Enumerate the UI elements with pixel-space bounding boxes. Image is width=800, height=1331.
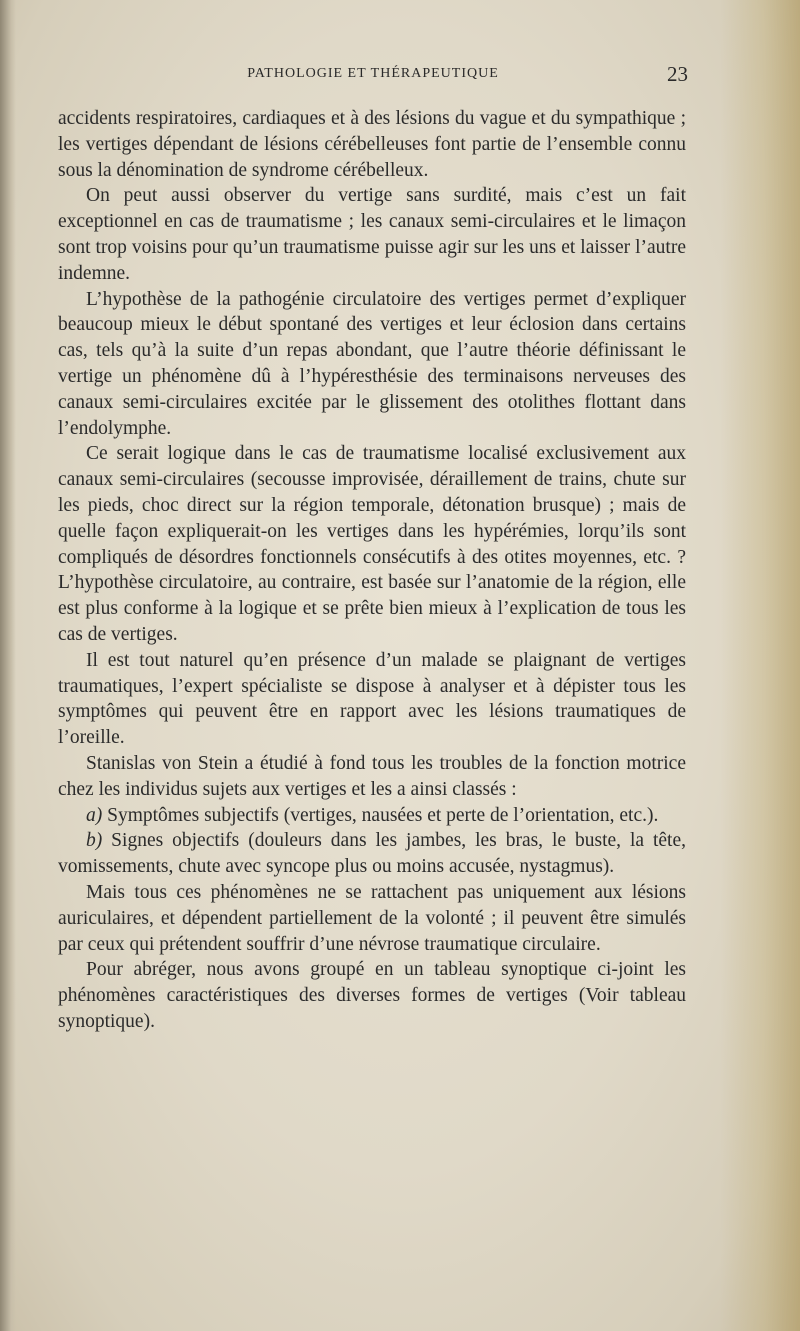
paragraph-von-stein: Stanislas von Stein a étudié à fond tous les troubles de la fonction motrice chez les individus sujets aux vertiges et les a ainsi classés : [58,752,686,800]
list-item-a [58,803,686,829]
list-letter-b: b) [86,830,103,852]
list-text-b: Signes objectifs (douleurs dans les jambes, les bras, le buste, la tête, vomissements, chute avec syncope plus ou moins accusée, nystagmus). [58,830,686,878]
page-number: 23 [667,62,688,86]
paragraph-simulation: Mais tous ces phénomènes ne se rattachent pas uniquement aux lésions auriculaires, et dépendent partiellement de la volonté ; il peuvent être simulés par ceux qui prétendent souffrir d’une névrose traumatique circulaire. [58,881,686,955]
paragraph-hypothese-circulatoire: L’hypothèse de la pathogénie circulatoire des vertiges permet d’expliquer beaucoup mieux le début spontané des vertiges et leur éclosion dans certains cas, tels qu’à la suite d’un repas abondant, que l’autre théorie définissant le vertige un phénomène dû à l’hypéresthésie des terminaisons nerveuses des canaux semi-circulaires excitée par le glissement des otolithes flottant dans l’endolymphe. [58,288,686,439]
paragraph-expert-specialiste: Il est tout naturel qu’en présence d’un malade se plaignant de vertiges traumatiques, l’expert spécialiste se dispose à analyser et à dépister tous les symptômes qui peuvent être en rapport avec les lésions traumatiques de l’oreille. [58,649,686,749]
paragraph-traumatisme-localise: Ce serait logique dans le cas de traumatisme localisé exclusivement aux canaux semi-circulaires (secousse improvisée, déraillement de trains, chute sur les pieds, choc direct sur la région temporale, détonation brusque) ; mais de quelle façon expliquerait-on les vertiges dans les hypérémies, lorqu’ils sont compliqués de désordres fonctionnels consécutifs à des otites moyennes, etc. ? L’hypothèse circulatoire, au contraire, est basée sur l’anatomie de la région, elle est plus conforme à la logique et se prête bien mieux à l’explication de tous les cas de vertiges. [58,443,686,645]
running-head [58,62,688,88]
list-letter-a: a) [86,804,103,826]
list-text-a: Symptômes subjectifs (vertiges, nausées et perte de l’orientation, etc.). [102,804,659,826]
paragraph-continuation: accidents respiratoires, cardiaques et à des lésions du vague et du sympathique ; les vertiges dépendant de lésions cérébelleuses font partie de l’ensemble connu sous la dénomination de syndrome cérébelleux. [58,108,686,181]
body-text [58,106,686,1035]
paragraph-tableau-synoptique: Pour abréger, nous avons groupé en un tableau synoptique ci-joint les phénomènes caractéristiques des diverses formes de vertiges (Voir tableau synoptique). [58,959,686,1032]
running-title: PATHOLOGIE ET THÉRAPEUTIQUE [247,66,499,81]
paragraph-vertige-sans-surdite: On peut aussi observer du vertige sans surdité, mais c’est un fait exceptionnel en cas de traumatisme ; les canaux semi-circulaires et le limaçon sont trop voisins pour qu’un traumatisme puisse agir sur les uns et laisser l’autre indemne. [58,185,686,284]
list-item-b [58,828,686,880]
